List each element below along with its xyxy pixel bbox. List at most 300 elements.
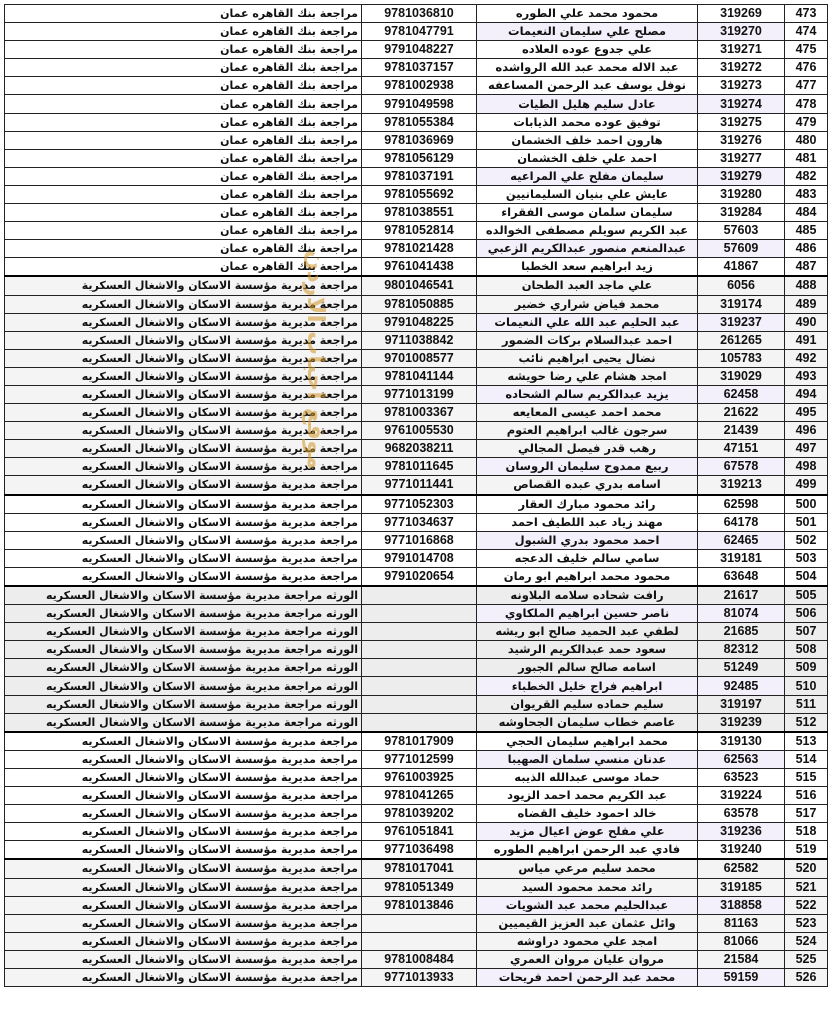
row-national-id-cell: 9781002938 <box>362 77 477 95</box>
row-seq-cell: 494 <box>785 385 828 403</box>
table-row <box>5 41 828 59</box>
row-name-cell: محمود محمد ابراهيم ابو رمان <box>477 567 698 586</box>
row-seq-cell: 498 <box>785 458 828 476</box>
row-number-cell: 319275 <box>698 113 785 131</box>
row-seq-cell: 522 <box>785 896 828 914</box>
row-national-id-cell <box>362 932 477 950</box>
row-note-cell: مراجعة بنك القاهره عمان <box>5 167 362 185</box>
row-national-id-cell: 9711038842 <box>362 331 477 349</box>
table-row <box>5 695 828 713</box>
row-note-cell: مراجعة مديرية مؤسسة الاسكان والاشغال العسكريه <box>5 385 362 403</box>
row-name-cell: سامي سالم خليف الدعجه <box>477 549 698 567</box>
row-note-cell: مراجعة بنك القاهره عمان <box>5 240 362 258</box>
row-number-cell: 41867 <box>698 258 785 277</box>
table-row <box>5 968 828 986</box>
row-seq-cell: 476 <box>785 59 828 77</box>
row-number-cell: 81074 <box>698 605 785 623</box>
table-row <box>5 586 828 605</box>
table-row <box>5 204 828 222</box>
row-number-cell: 62563 <box>698 750 785 768</box>
row-seq-cell: 499 <box>785 476 828 495</box>
row-number-cell: 319271 <box>698 41 785 59</box>
row-number-cell: 319236 <box>698 823 785 841</box>
row-note-cell: مراجعة بنك القاهره عمان <box>5 222 362 240</box>
row-national-id-cell: 9781017909 <box>362 732 477 751</box>
row-seq-cell: 487 <box>785 258 828 277</box>
row-national-id-cell <box>362 659 477 677</box>
row-number-cell: 92485 <box>698 677 785 695</box>
table-row <box>5 59 828 77</box>
row-national-id-cell: 9781055384 <box>362 113 477 131</box>
row-name-cell: محمد ابراهيم سليمان الحجي <box>477 732 698 751</box>
row-national-id-cell: 9781017041 <box>362 859 477 878</box>
row-seq-cell: 513 <box>785 732 828 751</box>
row-note-cell: مراجعة مديرية مؤسسة الاسكان والاشغال العسكريه <box>5 859 362 878</box>
row-national-id-cell: 9781056129 <box>362 149 477 167</box>
row-national-id-cell: 9791048225 <box>362 313 477 331</box>
row-note-cell: مراجعة مديرية مؤسسة الاسكان والاشغال العسكريه <box>5 787 362 805</box>
table-row <box>5 222 828 240</box>
row-seq-cell: 511 <box>785 695 828 713</box>
row-number-cell: 319130 <box>698 732 785 751</box>
row-name-cell: عبدالمنعم منصور عبدالكريم الزعبي <box>477 240 698 258</box>
row-number-cell: 21439 <box>698 422 785 440</box>
row-number-cell: 67578 <box>698 458 785 476</box>
row-seq-cell: 503 <box>785 549 828 567</box>
table-row <box>5 404 828 422</box>
row-national-id-cell: 9791020654 <box>362 567 477 586</box>
row-national-id-cell: 9791049598 <box>362 95 477 113</box>
row-name-cell: علي جدوع عوده العلاده <box>477 41 698 59</box>
table-row <box>5 914 828 932</box>
row-note-cell: الورثه مراجعة مديرية مؤسسة الاسكان والاشغال العسكريه <box>5 695 362 713</box>
table-row <box>5 750 828 768</box>
row-note-cell: الورثه مراجعة مديرية مؤسسة الاسكان والاشغال العسكريه <box>5 623 362 641</box>
row-name-cell: مصلح علي سليمان النعيمات <box>477 23 698 41</box>
row-seq-cell: 490 <box>785 313 828 331</box>
row-name-cell: عدنان منسي سلمان الصهيبا <box>477 750 698 768</box>
row-note-cell: مراجعة مديرية مؤسسة الاسكان والاشغال العسكرية <box>5 276 362 295</box>
row-name-cell: عادل سليم هليل الطيات <box>477 95 698 113</box>
row-name-cell: امجد هشام علي رضا حويشه <box>477 367 698 385</box>
row-number-cell: 57603 <box>698 222 785 240</box>
row-seq-cell: 508 <box>785 641 828 659</box>
row-note-cell: مراجعة مديرية مؤسسة الاسكان والاشغال العسكريه <box>5 495 362 514</box>
table-row <box>5 531 828 549</box>
row-seq-cell: 485 <box>785 222 828 240</box>
table-row <box>5 896 828 914</box>
row-seq-cell: 484 <box>785 204 828 222</box>
row-name-cell: توفيق عوده محمد الذيابات <box>477 113 698 131</box>
row-number-cell: 47151 <box>698 440 785 458</box>
row-name-cell: امجد علي محمود دراوشه <box>477 932 698 950</box>
row-name-cell: خالد احمود خليف القضاه <box>477 805 698 823</box>
row-note-cell: مراجعة مديرية مؤسسة الاسكان والاشغال العسكريه <box>5 531 362 549</box>
row-number-cell: 63523 <box>698 768 785 786</box>
row-seq-cell: 481 <box>785 149 828 167</box>
row-name-cell: عايش علي بنيان السليمانيين <box>477 185 698 203</box>
row-seq-cell: 524 <box>785 932 828 950</box>
table-row <box>5 113 828 131</box>
row-seq-cell: 495 <box>785 404 828 422</box>
row-national-id-cell: 9682038211 <box>362 440 477 458</box>
row-number-cell: 21622 <box>698 404 785 422</box>
row-note-cell: مراجعة بنك القاهره عمان <box>5 95 362 113</box>
row-name-cell: عبدالحليم محمد عبد الشويات <box>477 896 698 914</box>
row-note-cell: مراجعة مديرية مؤسسة الاسكان والاشغال العسكريه <box>5 367 362 385</box>
row-name-cell: عبد الحليم عبد الله علي النعيمات <box>477 313 698 331</box>
row-seq-cell: 493 <box>785 367 828 385</box>
row-number-cell: 57609 <box>698 240 785 258</box>
row-name-cell: محمد فياض شراري خضير <box>477 295 698 313</box>
row-national-id-cell: 9781037191 <box>362 167 477 185</box>
row-note-cell: الورثه مراجعة مديرية مؤسسة الاسكان والاشغال العسكريه <box>5 605 362 623</box>
row-number-cell: 319185 <box>698 878 785 896</box>
row-number-cell: 81163 <box>698 914 785 932</box>
row-national-id-cell <box>362 713 477 732</box>
row-seq-cell: 475 <box>785 41 828 59</box>
table-row <box>5 950 828 968</box>
row-number-cell: 62598 <box>698 495 785 514</box>
row-national-id-cell <box>362 677 477 695</box>
row-national-id-cell: 9771011441 <box>362 476 477 495</box>
row-note-cell: مراجعة مديرية مؤسسة الاسكان والاشغال العسكريه <box>5 549 362 567</box>
row-number-cell: 82312 <box>698 641 785 659</box>
row-seq-cell: 500 <box>785 495 828 514</box>
row-note-cell: مراجعة بنك القاهره عمان <box>5 113 362 131</box>
row-seq-cell: 505 <box>785 586 828 605</box>
row-number-cell: 261265 <box>698 331 785 349</box>
row-note-cell: مراجعة بنك القاهره عمان <box>5 41 362 59</box>
row-national-id-cell: 9781037157 <box>362 59 477 77</box>
row-name-cell: هارون احمد خلف الخشمان <box>477 131 698 149</box>
row-name-cell: نوفل يوسف عبد الرحمن المساعفه <box>477 77 698 95</box>
row-seq-cell: 521 <box>785 878 828 896</box>
row-note-cell: مراجعة بنك القاهره عمان <box>5 185 362 203</box>
document-sheet <box>4 4 828 987</box>
row-name-cell: ناصر حسين ابراهيم الملكاوي <box>477 605 698 623</box>
table-row <box>5 932 828 950</box>
table-row <box>5 549 828 567</box>
row-number-cell: 81066 <box>698 932 785 950</box>
row-national-id-cell: 9771052303 <box>362 495 477 514</box>
table-row <box>5 276 828 295</box>
row-name-cell: يزيد عبدالكريم سالم الشحاده <box>477 385 698 403</box>
table-row <box>5 787 828 805</box>
table-row <box>5 23 828 41</box>
row-national-id-cell: 9761051841 <box>362 823 477 841</box>
row-number-cell: 319181 <box>698 549 785 567</box>
row-seq-cell: 474 <box>785 23 828 41</box>
row-name-cell: سليمان مفلح علي المراعيه <box>477 167 698 185</box>
beneficiaries-table <box>4 4 828 987</box>
row-note-cell: الورثه مراجعة مديرية مؤسسة الاسكان والاشغال العسكريه <box>5 641 362 659</box>
row-national-id-cell: 9781039202 <box>362 805 477 823</box>
row-note-cell: مراجعة بنك القاهره عمان <box>5 23 362 41</box>
table-row <box>5 95 828 113</box>
row-note-cell: الورثه مراجعة مديرية مؤسسة الاسكان والاشغال العسكريه <box>5 713 362 732</box>
row-note-cell: مراجعة مديرية مؤسسة الاسكان والاشغال العسكريه <box>5 458 362 476</box>
row-note-cell: مراجعة مديرية مؤسسة الاسكان والاشغال العسكريه <box>5 750 362 768</box>
row-national-id-cell: 9781050885 <box>362 295 477 313</box>
row-number-cell: 64178 <box>698 513 785 531</box>
row-number-cell: 319224 <box>698 787 785 805</box>
row-note-cell: مراجعة مديرية مؤسسة الاسكان والاشغال العسكريه <box>5 950 362 968</box>
row-name-cell: احمد عبدالسلام بركات الضمور <box>477 331 698 349</box>
row-seq-cell: 480 <box>785 131 828 149</box>
table-row <box>5 77 828 95</box>
table-body <box>5 5 828 987</box>
row-name-cell: مهند زياد عبد اللطيف احمد <box>477 513 698 531</box>
row-name-cell: عبد الكريم محمد احمد الزيود <box>477 787 698 805</box>
row-name-cell: احمد محمود بدري الشبول <box>477 531 698 549</box>
row-number-cell: 59159 <box>698 968 785 986</box>
row-seq-cell: 496 <box>785 422 828 440</box>
row-name-cell: علي ماجد العبد الطحان <box>477 276 698 295</box>
row-seq-cell: 491 <box>785 331 828 349</box>
row-number-cell: 62465 <box>698 531 785 549</box>
row-note-cell: الورثه مراجعة مديرية مؤسسة الاسكان والاشغال العسكريه <box>5 586 362 605</box>
table-row <box>5 331 828 349</box>
table-row <box>5 841 828 860</box>
table-row <box>5 5 828 23</box>
row-name-cell: محمد عبد الرحمن احمد فريحات <box>477 968 698 986</box>
row-note-cell: مراجعة بنك القاهره عمان <box>5 204 362 222</box>
row-number-cell: 21584 <box>698 950 785 968</box>
row-note-cell: مراجعة مديرية مؤسسة الاسكان والاشغال العسكريه <box>5 295 362 313</box>
table-row <box>5 641 828 659</box>
row-national-id-cell: 9781003367 <box>362 404 477 422</box>
row-note-cell: مراجعة مديرية مؤسسة الاسكان والاشغال العسكريه <box>5 896 362 914</box>
row-name-cell: سليم حماده سليم القريوان <box>477 695 698 713</box>
row-note-cell: الورثه مراجعة مديرية مؤسسة الاسكان والاشغال العسكريه <box>5 659 362 677</box>
row-note-cell: مراجعة مديرية مؤسسة الاسكان والاشغال العسكريه <box>5 914 362 932</box>
row-number-cell: 51249 <box>698 659 785 677</box>
table-row <box>5 805 828 823</box>
table-row <box>5 713 828 732</box>
row-national-id-cell <box>362 914 477 932</box>
row-note-cell: مراجعة مديرية مؤسسة الاسكان والاشغال العسكريه <box>5 331 362 349</box>
row-seq-cell: 501 <box>785 513 828 531</box>
table-row <box>5 659 828 677</box>
row-name-cell: عاصم خطاب سليمان الجحاوشه <box>477 713 698 732</box>
row-number-cell: 318858 <box>698 896 785 914</box>
table-row <box>5 732 828 751</box>
row-name-cell: اسامه بدري عبده القصاص <box>477 476 698 495</box>
table-row <box>5 567 828 586</box>
row-national-id-cell: 9781041144 <box>362 367 477 385</box>
row-name-cell: سعود حمد عبدالكريم الرشيد <box>477 641 698 659</box>
row-note-cell: مراجعة مديرية مؤسسة الاسكان والاشغال العسكريه <box>5 349 362 367</box>
row-national-id-cell: 9781047791 <box>362 23 477 41</box>
row-note-cell: مراجعة بنك القاهره عمان <box>5 131 362 149</box>
row-number-cell: 319174 <box>698 295 785 313</box>
row-number-cell: 63648 <box>698 567 785 586</box>
row-seq-cell: 523 <box>785 914 828 932</box>
row-seq-cell: 515 <box>785 768 828 786</box>
row-national-id-cell: 9761005530 <box>362 422 477 440</box>
row-number-cell: 62458 <box>698 385 785 403</box>
row-name-cell: رائد محمد محمود السيد <box>477 878 698 896</box>
row-seq-cell: 509 <box>785 659 828 677</box>
row-national-id-cell: 9781021428 <box>362 240 477 258</box>
row-national-id-cell: 9781008484 <box>362 950 477 968</box>
row-national-id-cell: 9771013199 <box>362 385 477 403</box>
table-row <box>5 295 828 313</box>
row-number-cell: 319280 <box>698 185 785 203</box>
row-note-cell: مراجعة مديرية مؤسسة الاسكان والاشغال العسكريه <box>5 823 362 841</box>
row-seq-cell: 482 <box>785 167 828 185</box>
row-name-cell: رائد محمود مبارك العقار <box>477 495 698 514</box>
row-national-id-cell <box>362 695 477 713</box>
row-seq-cell: 510 <box>785 677 828 695</box>
row-number-cell: 21685 <box>698 623 785 641</box>
row-name-cell: رهب قدر فيصل المجالي <box>477 440 698 458</box>
row-seq-cell: 486 <box>785 240 828 258</box>
row-name-cell: عبد الكريم سويلم مصطفى الخوالده <box>477 222 698 240</box>
row-note-cell: مراجعة مديرية مؤسسة الاسكان والاشغال العسكريه <box>5 513 362 531</box>
row-national-id-cell: 9771016868 <box>362 531 477 549</box>
row-number-cell: 319274 <box>698 95 785 113</box>
table-row <box>5 313 828 331</box>
table-row <box>5 476 828 495</box>
row-number-cell: 319239 <box>698 713 785 732</box>
table-row <box>5 422 828 440</box>
row-note-cell: مراجعة مديرية مؤسسة الاسكان والاشغال العسكريه <box>5 932 362 950</box>
row-name-cell: ابراهيم فراج خليل الخطباء <box>477 677 698 695</box>
table-row <box>5 623 828 641</box>
row-national-id-cell: 9781041265 <box>362 787 477 805</box>
row-number-cell: 6056 <box>698 276 785 295</box>
row-note-cell: مراجعة بنك القاهره عمان <box>5 5 362 23</box>
row-number-cell: 319197 <box>698 695 785 713</box>
table-row <box>5 605 828 623</box>
row-national-id-cell: 9781051349 <box>362 878 477 896</box>
table-row <box>5 677 828 695</box>
row-name-cell: فادي عبد الرحمن ابراهيم الطوره <box>477 841 698 860</box>
row-note-cell: مراجعة مديرية مؤسسة الاسكان والاشغال العسكريه <box>5 805 362 823</box>
row-seq-cell: 502 <box>785 531 828 549</box>
table-row <box>5 131 828 149</box>
row-seq-cell: 512 <box>785 713 828 732</box>
table-row <box>5 878 828 896</box>
row-seq-cell: 483 <box>785 185 828 203</box>
row-note-cell: مراجعة مديرية مؤسسة الاسكان والاشغال العسكريه <box>5 841 362 860</box>
table-row <box>5 349 828 367</box>
row-national-id-cell: 9761041438 <box>362 258 477 277</box>
row-national-id-cell: 9781036969 <box>362 131 477 149</box>
row-name-cell: حماد موسى عبدالله الذيبه <box>477 768 698 786</box>
row-seq-cell: 473 <box>785 5 828 23</box>
table-row <box>5 385 828 403</box>
row-note-cell: مراجعة بنك القاهره عمان <box>5 59 362 77</box>
table-row <box>5 859 828 878</box>
table-row <box>5 240 828 258</box>
row-national-id-cell <box>362 623 477 641</box>
row-note-cell: مراجعة مديرية مؤسسة الاسكان والاشغال العسكريه <box>5 567 362 586</box>
row-national-id-cell: 9781055692 <box>362 185 477 203</box>
row-number-cell: 319272 <box>698 59 785 77</box>
row-seq-cell: 492 <box>785 349 828 367</box>
row-name-cell: رافت شحاده سلامه البلاونه <box>477 586 698 605</box>
row-seq-cell: 489 <box>785 295 828 313</box>
row-name-cell: محمود محمد علي الطوره <box>477 5 698 23</box>
row-name-cell: سليمان سلمان موسى الفقراء <box>477 204 698 222</box>
row-name-cell: عبد الاله محمد عبد الله الرواشده <box>477 59 698 77</box>
table-row <box>5 458 828 476</box>
table-row <box>5 823 828 841</box>
row-national-id-cell: 9771012599 <box>362 750 477 768</box>
row-name-cell: اسامه صالح سالم الجبور <box>477 659 698 677</box>
table-row <box>5 495 828 514</box>
row-national-id-cell <box>362 586 477 605</box>
row-number-cell: 319276 <box>698 131 785 149</box>
row-number-cell: 21617 <box>698 586 785 605</box>
row-national-id-cell: 9771034637 <box>362 513 477 531</box>
row-national-id-cell: 9791014708 <box>362 549 477 567</box>
row-note-cell: الورثه مراجعة مديرية مؤسسة الاسكان والاشغال العسكريه <box>5 677 362 695</box>
row-national-id-cell: 9761003925 <box>362 768 477 786</box>
table-row <box>5 367 828 385</box>
row-name-cell: وائل عثمان عبد العزيز القيميين <box>477 914 698 932</box>
row-name-cell: علي مفلح عوض اعيال مزيد <box>477 823 698 841</box>
row-name-cell: محمد سليم مرعي مياس <box>477 859 698 878</box>
row-note-cell: مراجعة مديرية مؤسسة الاسكان والاشغال العسكريه <box>5 404 362 422</box>
table-row <box>5 440 828 458</box>
table-row <box>5 258 828 277</box>
row-number-cell: 319273 <box>698 77 785 95</box>
row-seq-cell: 526 <box>785 968 828 986</box>
row-name-cell: نضال يحيى ابراهيم نائب <box>477 349 698 367</box>
row-seq-cell: 478 <box>785 95 828 113</box>
row-number-cell: 62582 <box>698 859 785 878</box>
row-note-cell: مراجعة مديرية مؤسسة الاسكان والاشغال العسكريه <box>5 476 362 495</box>
row-seq-cell: 516 <box>785 787 828 805</box>
row-seq-cell: 479 <box>785 113 828 131</box>
row-number-cell: 319029 <box>698 367 785 385</box>
table-row <box>5 185 828 203</box>
table-row <box>5 167 828 185</box>
watermark-text: موقع احباب الاردن <box>302 250 330 470</box>
row-seq-cell: 519 <box>785 841 828 860</box>
row-number-cell: 105783 <box>698 349 785 367</box>
row-name-cell: سرجون غالب ابراهيم العتوم <box>477 422 698 440</box>
row-number-cell: 319284 <box>698 204 785 222</box>
row-name-cell: زيد ابراهيم سعد الخطبا <box>477 258 698 277</box>
row-national-id-cell: 9781036810 <box>362 5 477 23</box>
row-seq-cell: 518 <box>785 823 828 841</box>
row-note-cell: مراجعة مديرية مؤسسة الاسكان والاشغال العسكريه <box>5 422 362 440</box>
row-number-cell: 63578 <box>698 805 785 823</box>
row-national-id-cell: 9701008577 <box>362 349 477 367</box>
row-national-id-cell <box>362 605 477 623</box>
row-seq-cell: 504 <box>785 567 828 586</box>
table-row <box>5 768 828 786</box>
table-row <box>5 513 828 531</box>
row-name-cell: ربيع ممدوح سليمان الروسان <box>477 458 698 476</box>
row-number-cell: 319270 <box>698 23 785 41</box>
row-seq-cell: 525 <box>785 950 828 968</box>
row-number-cell: 319213 <box>698 476 785 495</box>
row-number-cell: 319277 <box>698 149 785 167</box>
row-name-cell: مروان عليان مروان العمري <box>477 950 698 968</box>
row-note-cell: مراجعة مديرية مؤسسة الاسكان والاشغال العسكريه <box>5 878 362 896</box>
row-number-cell: 319269 <box>698 5 785 23</box>
row-national-id-cell: 9781013846 <box>362 896 477 914</box>
row-seq-cell: 506 <box>785 605 828 623</box>
row-number-cell: 319279 <box>698 167 785 185</box>
row-seq-cell: 507 <box>785 623 828 641</box>
